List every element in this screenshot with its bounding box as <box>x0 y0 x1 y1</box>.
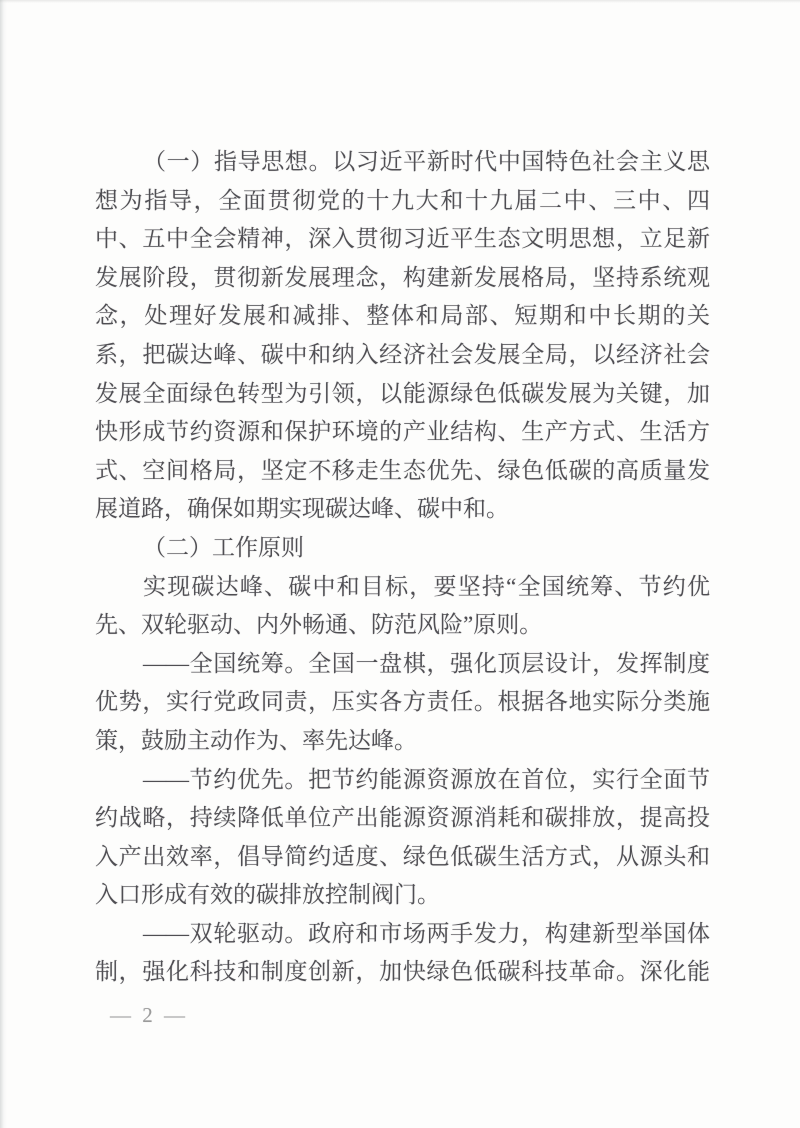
text-line: 中、五中全会精神，深入贯彻习近平生态文明思想，立足新 <box>95 226 710 252</box>
text-line: 展道路，确保如期实现碳达峰、碳中和。 <box>95 496 509 522</box>
text-line: 实现碳达峰、碳中和目标，要坚持“全国统筹、节约优 <box>143 573 710 599</box>
paragraph-national-coordination <box>95 645 710 761</box>
text-line: 想为指导，全面贯彻党的十九大和十九届二中、三中、四 <box>95 187 710 213</box>
text-line: 入口形成有效的碳排放控制阀门。 <box>95 882 440 908</box>
text-line: 先、双轮驱动、内外畅通、防范风险”原则。 <box>95 612 543 638</box>
text-line: 入产出效率，倡导简约适度、绿色低碳生活方式，从源头和 <box>95 843 710 869</box>
page-number: — 2 — <box>110 1003 188 1027</box>
text-line: 制，强化科技和制度创新，加快绿色低碳科技革命。深化能 <box>95 959 710 985</box>
text-line: ——节约优先。把节约能源资源放在首位，实行全面节 <box>143 766 710 792</box>
text-line: 约战略，持续降低单位产出能源资源消耗和碳排放，提高投 <box>95 805 710 831</box>
text-line: ——双轮驱动。政府和市场两手发力，构建新型举国体 <box>143 920 710 946</box>
section-heading: （二）工作原则 <box>143 534 304 560</box>
text-line: （一）指导思想。以习近平新时代中国特色社会主义思 <box>143 149 710 174</box>
text-line: 策，鼓励主动作为、率先达峰。 <box>95 727 417 753</box>
text-line: 发展阶段，贯彻新发展理念，构建新发展格局，坚持系统观 <box>95 264 710 290</box>
text-line: 快形成节约资源和保护环境的产业结构、生产方式、生活方 <box>95 419 710 445</box>
text-line: 系，把碳达峰、碳中和纳入经济社会发展全局，以经济社会 <box>95 341 710 367</box>
paragraph-guiding-ideology <box>95 143 710 529</box>
text-line: 式、空间格局，坚定不移走生态优先、绿色低碳的高质量发 <box>95 457 710 483</box>
text-line: 念，处理好发展和减排、整体和局部、短期和中长期的关 <box>95 303 710 329</box>
heading-work-principles <box>95 529 710 568</box>
paragraph-conservation-first <box>95 761 710 915</box>
document-body <box>95 143 710 992</box>
paragraph-work-principles-intro <box>95 568 710 645</box>
text-line: ——全国统筹。全国一盘棋，强化顶层设计，发挥制度 <box>143 650 710 676</box>
paragraph-dual-wheel-drive <box>95 915 710 992</box>
scan-top-shadow <box>0 0 800 3</box>
text-line: 优势，实行党政同责，压实各方责任。根据各地实际分类施 <box>95 689 710 715</box>
text-line: 发展全面绿色转型为引领，以能源绿色低碳发展为关键，加 <box>95 380 710 406</box>
scan-left-shadow <box>0 0 7 1128</box>
